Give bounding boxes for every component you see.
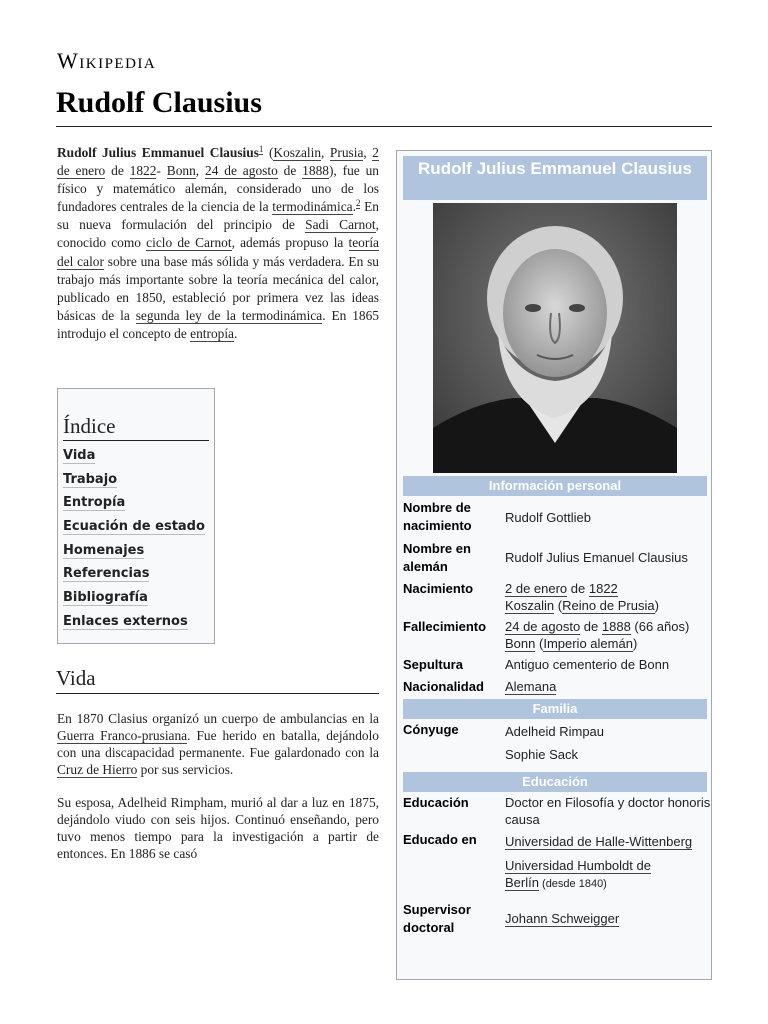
link-cruz-de-hierro[interactable]: Cruz de Hierro: [57, 762, 138, 777]
toc-item-ecuacion[interactable]: Ecuación de estado: [63, 519, 205, 535]
link-uni-humboldt[interactable]: Universidad Humboldt de Berlín: [505, 858, 651, 890]
toc-item-bibliografia[interactable]: Bibliografía: [63, 590, 148, 606]
label-educacion: Educación: [403, 795, 469, 810]
page-title: Rudolf Clausius: [56, 86, 262, 119]
label-conyuge: Cónyuge: [403, 722, 459, 737]
subject-name: Rudolf Julius Emmanuel Clausius: [57, 145, 259, 160]
value-sepultura: Antiguo cementerio de Bonn: [505, 657, 670, 672]
value-nacimiento: 2 de enero de 1822 Koszalin (Reino de Prusia): [505, 581, 659, 613]
table-of-contents: [57, 388, 215, 644]
link-ciclo-carnot[interactable]: ciclo de Carnot: [146, 235, 232, 251]
toc-item-vida[interactable]: Vida: [63, 448, 96, 463]
reference-1-link[interactable]: 1: [258, 143, 264, 154]
toc-heading: Índice: [63, 414, 209, 441]
value-conyuge-2: Sophie Sack: [505, 747, 578, 762]
section-heading-vida: Vida: [56, 666, 96, 690]
infobox-title: Rudolf Julius Emmanuel Clausius: [403, 156, 707, 200]
link-death-date[interactable]: 24 de agosto: [205, 163, 278, 179]
vida-paragraph-2: Su esposa, Adelheid Rimpham, murió al dar a luz en 1875, dejándolo viudo con seis hijos. Continuó enseñando, pero tuvo menos tiempo para la investigación a partir de entonces. En 1886 se casó: [57, 795, 379, 861]
value-nombre-nacimiento: Rudolf Gottlieb: [505, 510, 591, 525]
link-entropia[interactable]: entropía: [190, 325, 234, 341]
section-divider: [56, 693, 379, 694]
value-conyuge-1: Adelheid Rimpau: [505, 724, 605, 739]
label-sepultura: Sepultura: [403, 657, 463, 672]
title-divider: [56, 126, 712, 127]
link-schweigger[interactable]: Johann Schweigger: [505, 911, 620, 926]
value-nombre-aleman: Rudolf Julius Emanuel Clausius: [505, 550, 688, 565]
link-alemana[interactable]: Alemana: [505, 679, 557, 694]
toc-item-referencias[interactable]: Referencias: [63, 566, 150, 582]
link-teoria-calor[interactable]: teoría del calor: [57, 235, 379, 269]
link-guerra-franco-prusiana[interactable]: Guerra Franco-prusiana: [57, 728, 188, 743]
link-prusia[interactable]: Prusia: [329, 145, 364, 160]
value-educacion: Doctor en Filosofía y doctor honoris causa: [505, 795, 711, 827]
portrait-photo[interactable]: [433, 203, 677, 473]
link-birth-year[interactable]: 1822: [129, 163, 157, 179]
toc-item-enlaces[interactable]: Enlaces externos: [63, 613, 188, 629]
link-fal-region[interactable]: Imperio alemán: [543, 636, 633, 651]
link-termodinamica[interactable]: termodinámica: [272, 199, 353, 215]
label-supervisor: Supervisor doctoral: [403, 902, 471, 935]
value-universidad-1: [505, 833, 711, 850]
toc-list: [63, 447, 214, 637]
link-bonn[interactable]: Bonn: [166, 163, 196, 179]
toc-item-homenajes[interactable]: Homenajes: [63, 542, 145, 558]
toc-item-entropia[interactable]: Entropía: [63, 495, 126, 511]
link-nac-region[interactable]: Reino de Prusia: [562, 598, 655, 613]
reference-2-link[interactable]: 2: [355, 197, 361, 208]
label-nacimiento: Nacimiento: [403, 581, 474, 596]
link-fal-place[interactable]: Bonn: [505, 636, 536, 651]
infobox-section-familia: Familia: [403, 699, 707, 719]
link-uni-halle[interactable]: Universidad de Halle-Wittenberg: [505, 834, 693, 849]
value-universidad-2: Universidad Humboldt de Berlín (desde 1840): [505, 858, 651, 890]
link-sadi-carnot[interactable]: Sadi Carnot: [305, 217, 376, 233]
value-nacionalidad: [505, 678, 711, 695]
portrait-illustration: [433, 203, 677, 473]
label-fallecimiento: Fallecimiento: [403, 619, 487, 634]
infobox: [396, 150, 712, 980]
link-death-year[interactable]: 1888: [302, 163, 329, 179]
label-nombre-aleman: Nombre en alemán: [403, 541, 471, 574]
value-supervisor: [505, 910, 711, 927]
wikipedia-wordmark[interactable]: Wikipedia: [57, 48, 157, 73]
vida-paragraph-1: En 1870 Clasius organizó un cuerpo de ambulancias en la Guerra Franco-prusiana. Fue herido en batalla, dejándolo con una discapacidad permanente. Fue galardonado con la Cruz de Hierro por sus servicios.: [57, 711, 380, 777]
label-nacionalidad: Nacionalidad: [403, 679, 484, 694]
link-segunda-ley[interactable]: segunda ley de la termodinámica: [135, 307, 323, 323]
infobox-section-personal: Información personal: [403, 476, 707, 496]
link-nac-place[interactable]: Koszalin: [505, 598, 555, 613]
link-nac-date[interactable]: 2 de enero: [505, 581, 568, 596]
link-fal-year[interactable]: 1888: [601, 619, 631, 634]
link-nac-year[interactable]: 1822: [588, 581, 618, 596]
toc-item-trabajo[interactable]: Trabajo: [63, 471, 118, 487]
label-educado-en: Educado en: [403, 832, 477, 847]
link-koszalin[interactable]: Koszalin: [273, 145, 322, 160]
infobox-section-educacion: Educación: [403, 772, 707, 792]
link-birth-date[interactable]: 2 de enero: [57, 145, 379, 179]
label-nombre-nacimiento: Nombre de nacimiento: [403, 500, 472, 533]
lead-paragraph: Rudolf Julius Emmanuel Clausius$^1$ (Koszalin, Prusia, 2 de enero de 1822- Bonn, 24 de agosto de 1888), fue un físico y matemático alemán, considerado uno de los fundadores centrales de la ciencia de la termodinámica.$^2$ En su nueva formulación del principio de Sadi Carnot, conocido como ciclo de Carnot, además propuso la teoría del calor sobre una base más sólida y más verdadera. En su trabajo más importante sobre la teoría mecánica del calor, publicado en 1850, estableció por primera vez las ideas básicas de la segunda ley de la termodinámica. En 1865 introdujo el concepto de entropía.: [57, 143, 380, 341]
link-fal-date[interactable]: 24 de agosto: [505, 619, 581, 634]
value-fallecimiento: 24 de agosto de 1888 (66 años) Bonn (Imperio alemán): [505, 619, 690, 651]
